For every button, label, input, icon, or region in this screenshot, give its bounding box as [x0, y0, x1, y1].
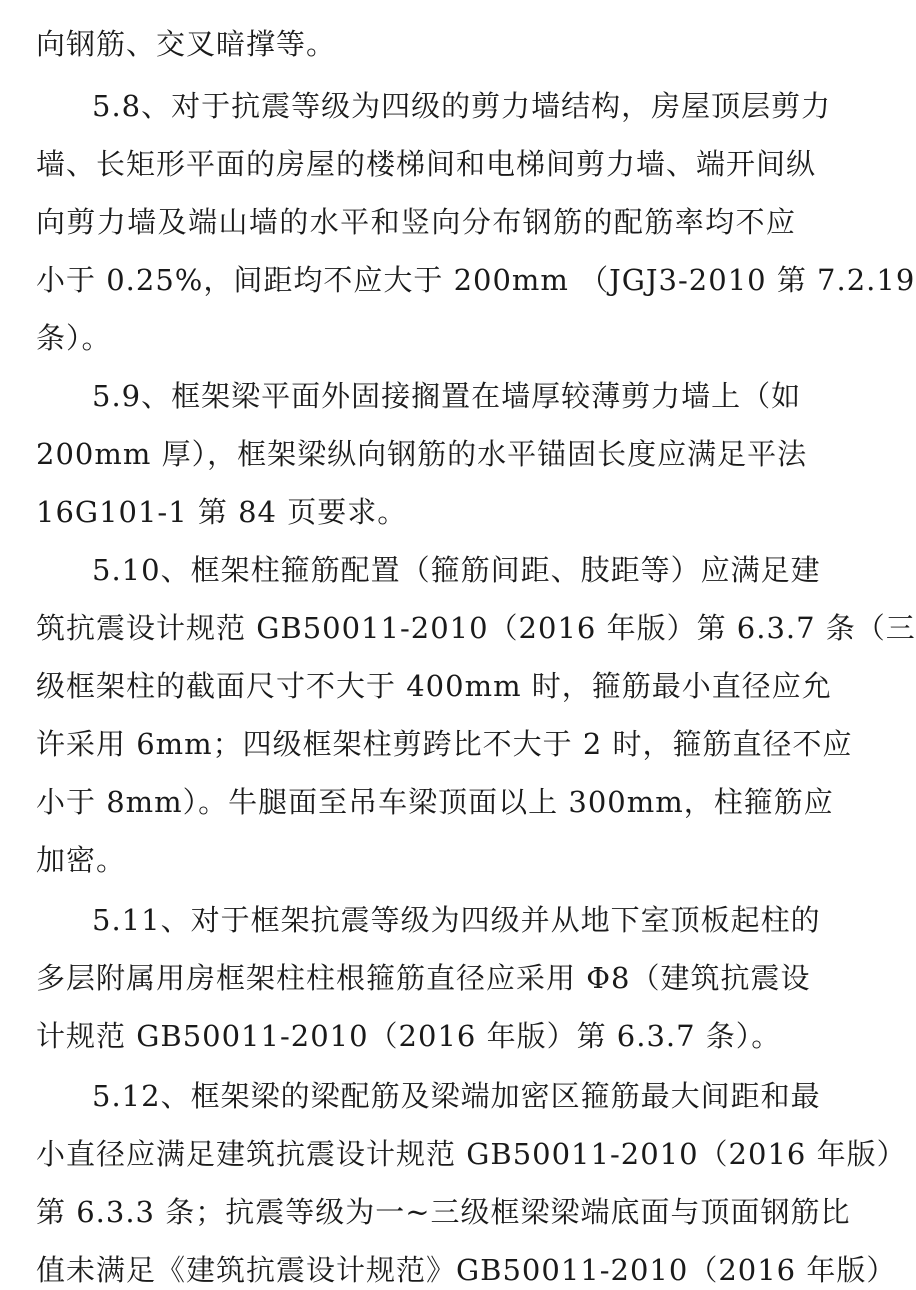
paragraph-5-11-line: 多层附属用房框架柱柱根箍筋直径应采用 Φ8（建筑抗震设	[36, 961, 811, 995]
paragraph-5-10-line: 加密。	[36, 843, 127, 877]
paragraph-5-9-line: 5.9、框架梁平面外固接搁置在墙厚较薄剪力墙上（如	[92, 379, 802, 413]
paragraph-5-8-line: 向剪力墙及端山墙的水平和竖向分布钢筋的配筋率均不应	[36, 205, 796, 239]
paragraph-5-10-line: 许采用 6mm；四级框架柱剪跨比不大于 2 时，箍筋直径不应	[36, 727, 853, 761]
paragraph-5-12-line: 第 6.3.3 条；抗震等级为一~三级框梁梁端底面与顶面钢筋比	[36, 1195, 851, 1229]
paragraph-5-9-line: 16G101-1 第 84 页要求。	[36, 495, 408, 529]
text-line: 向钢筋、交叉暗撑等。	[36, 27, 337, 61]
paragraph-5-8-line: 条）。	[36, 321, 112, 355]
paragraph-5-10-line: 筑抗震设计规范 GB50011-2010（2016 年版）第 6.3.7 条（三	[36, 611, 916, 645]
paragraph-5-12-line: 小直径应满足建筑抗震设计规范 GB50011-2010（2016 年版）	[36, 1137, 907, 1171]
paragraph-5-8-line: 墙、长矩形平面的房屋的楼梯间和电梯间剪力墙、端开间纵	[36, 147, 817, 181]
paragraph-5-10-line: 级框架柱的截面尺寸不大于 400mm 时，箍筋最小直径应允	[36, 669, 832, 703]
paragraph-5-10-line: 5.10、框架柱箍筋配置（箍筋间距、肢距等）应满足建	[92, 553, 821, 587]
paragraph-5-8-line: 小于 0.25%，间距均不应大于 200mm （JGJ3-2010 第 7.2.19	[36, 263, 916, 297]
paragraph-5-10-line: 小于 8mm）。牛腿面至吊车梁顶面以上 300mm，柱箍筋应	[36, 785, 834, 819]
paragraph-5-12-line: 值未满足《建筑抗震设计规范》GB50011-2010（2016 年版）	[36, 1253, 897, 1287]
paragraph-5-12-line: 5.12、框架梁的梁配筋及梁端加密区箍筋最大间距和最	[92, 1079, 821, 1113]
paragraph-5-11-line: 5.11、对于框架抗震等级为四级并从地下室顶板起柱的	[92, 903, 821, 937]
paragraph-5-11-line: 计规范 GB50011-2010（2016 年版）第 6.3.7 条）。	[36, 1019, 782, 1053]
paragraph-5-8-line: 5.8、对于抗震等级为四级的剪力墙结构，房屋顶层剪力	[92, 89, 832, 123]
paragraph-5-9-line: 200mm 厚），框架梁纵向钢筋的水平锚固长度应满足平法	[36, 437, 808, 471]
